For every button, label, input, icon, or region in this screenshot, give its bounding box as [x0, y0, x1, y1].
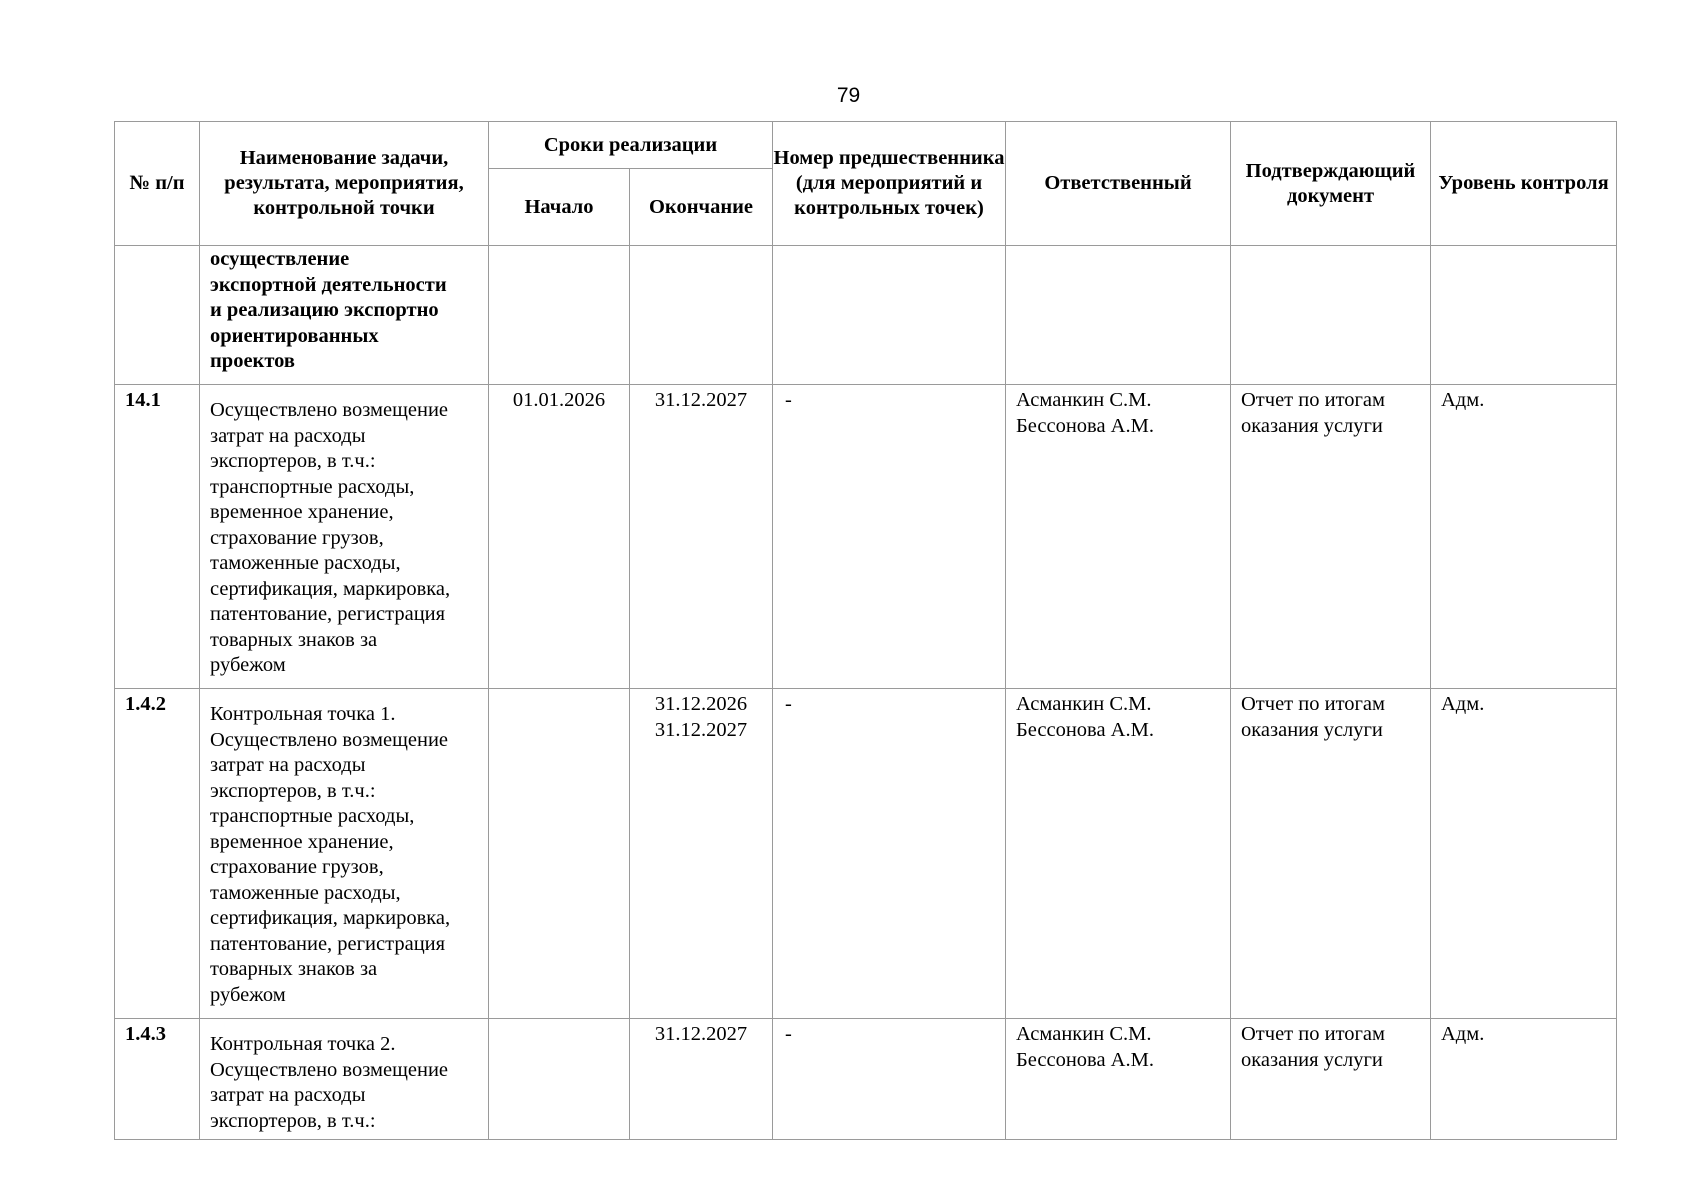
name-line: товарных знаков за — [210, 628, 378, 651]
header-name: Наименование задачи, результата, мероприятия, контрольной точки — [200, 122, 489, 246]
name-line: патентование, регистрация — [210, 932, 446, 955]
name-line: затрат на расходы — [210, 424, 366, 447]
table-row — [115, 385, 1617, 689]
control-level: Адм. — [1441, 1023, 1485, 1045]
cell-num — [115, 1019, 200, 1140]
name-line: экспортеров, в т.ч.: — [210, 779, 376, 802]
cell-start — [489, 1019, 630, 1140]
cell-end — [630, 246, 773, 385]
name-line: патентование, регистрация — [210, 603, 446, 625]
cell-predecessor — [773, 689, 1006, 1019]
cell-document — [1231, 1019, 1431, 1140]
name-line: Контрольная точка 1. — [210, 703, 396, 725]
cell-num — [115, 689, 200, 1019]
name-line: рубежом — [210, 654, 286, 676]
table-header — [115, 122, 1617, 246]
cell-responsible — [1006, 689, 1231, 1019]
header-terms: Сроки реализации — [489, 122, 773, 169]
control-level: Адм. — [1441, 693, 1485, 715]
name-line: Осуществлено возмещение — [210, 399, 449, 421]
cell-num — [115, 246, 200, 385]
table-body — [115, 246, 1617, 1140]
header-num: № п/п — [115, 122, 200, 246]
cell-document — [1231, 689, 1431, 1019]
name-line: временное хранение, — [210, 501, 394, 523]
responsible-line: Бессонова А.М. — [1016, 414, 1154, 437]
name-line: транспортные расходы, — [210, 805, 415, 827]
name-line: экспортеров, в т.ч.: — [210, 450, 376, 472]
name-line: таможенные расходы, — [210, 552, 401, 574]
table-row — [115, 689, 1617, 1019]
cell-start — [489, 385, 630, 689]
control-level: Адм. — [1441, 389, 1485, 411]
name-line: сертификация, маркировка, — [210, 577, 451, 600]
cell-control — [1431, 689, 1617, 1019]
name-line: таможенные расходы, — [210, 881, 401, 904]
predecessor-value: - — [785, 693, 792, 715]
implementation-plan-table — [114, 121, 1617, 1140]
end-date: 31.12.2026 — [654, 693, 748, 715]
responsible-line: Бессонова А.М. — [1016, 718, 1154, 741]
header-predecessor: Номер предшественника (для мероприятий и контрольных точек) — [773, 122, 1006, 246]
name-line: Осуществлено возмещение — [210, 728, 449, 751]
cell-predecessor — [773, 1019, 1006, 1140]
header-end: Окончание — [630, 169, 773, 246]
name-line: Контрольная точка 2. — [210, 1033, 396, 1055]
row-number: 1.4.3 — [125, 1023, 166, 1045]
name-line: сертификация, маркировка, — [210, 907, 451, 929]
document-line: оказания услуги — [1241, 414, 1383, 437]
name-line: рубежом — [210, 983, 286, 1006]
cell-end — [630, 1019, 773, 1140]
row-number: 1.4.2 — [125, 693, 166, 715]
document-line: оказания услуги — [1241, 1048, 1383, 1071]
header-responsible: Ответственный — [1006, 122, 1231, 246]
end-date: 31.12.2027 — [654, 389, 748, 411]
cell-responsible — [1006, 1019, 1231, 1140]
table-row — [115, 246, 1617, 385]
name-line: экспортной деятельности — [210, 273, 447, 296]
cell-document — [1231, 246, 1431, 385]
cell-start — [489, 246, 630, 385]
name-line: затрат на расходы — [210, 754, 366, 776]
responsible-line: Асманкин С.М. — [1016, 693, 1152, 715]
name-line: транспортные расходы, — [210, 475, 415, 498]
cell-name — [200, 385, 489, 689]
header-document: Подтверждающий документ — [1231, 122, 1431, 246]
responsible-line: Асманкин С.М. — [1016, 1023, 1152, 1045]
name-line: и реализацию экспортно — [210, 299, 439, 321]
name-line: страхование грузов, — [210, 856, 384, 878]
name-line: товарных знаков за — [210, 958, 378, 980]
name-line: временное хранение, — [210, 830, 394, 853]
cell-num — [115, 385, 200, 689]
cell-responsible — [1006, 385, 1231, 689]
end-date: 31.12.2027 — [654, 1023, 748, 1045]
cell-name — [200, 689, 489, 1019]
predecessor-value: - — [785, 1023, 792, 1045]
document-line: Отчет по итогам — [1241, 1023, 1385, 1045]
responsible-line: Бессонова А.М. — [1016, 1048, 1154, 1071]
name-line: экспортеров, в т.ч.: — [210, 1109, 376, 1132]
name-line: затрат на расходы — [210, 1084, 366, 1106]
start-date: 01.01.2026 — [512, 389, 606, 411]
name-line: Осуществлено возмещение — [210, 1058, 449, 1081]
cell-predecessor — [773, 246, 1006, 385]
predecessor-value: - — [785, 389, 792, 411]
end-date: 31.12.2027 — [654, 718, 748, 741]
cell-control — [1431, 385, 1617, 689]
cell-responsible — [1006, 246, 1231, 385]
name-line: ориентированных — [210, 324, 379, 347]
document-line: Отчет по итогам — [1241, 693, 1385, 715]
document-line: оказания услуги — [1241, 718, 1383, 741]
cell-predecessor — [773, 385, 1006, 689]
cell-end — [630, 385, 773, 689]
cell-end — [630, 689, 773, 1019]
responsible-line: Асманкин С.М. — [1016, 389, 1152, 411]
name-line: проектов — [210, 350, 295, 372]
table-row — [115, 1019, 1617, 1140]
cell-name — [200, 1019, 489, 1140]
cell-name — [200, 246, 489, 385]
document-line: Отчет по итогам — [1241, 389, 1385, 411]
page-number: 79 — [836, 84, 861, 107]
cell-control — [1431, 1019, 1617, 1140]
cell-start — [489, 689, 630, 1019]
cell-control — [1431, 246, 1617, 385]
header-control: Уровень контроля — [1431, 122, 1617, 246]
cell-document — [1231, 385, 1431, 689]
name-line: осуществление — [210, 248, 350, 270]
header-start: Начало — [489, 169, 630, 246]
name-line: страхование грузов, — [210, 526, 384, 549]
row-number: 14.1 — [125, 389, 161, 411]
